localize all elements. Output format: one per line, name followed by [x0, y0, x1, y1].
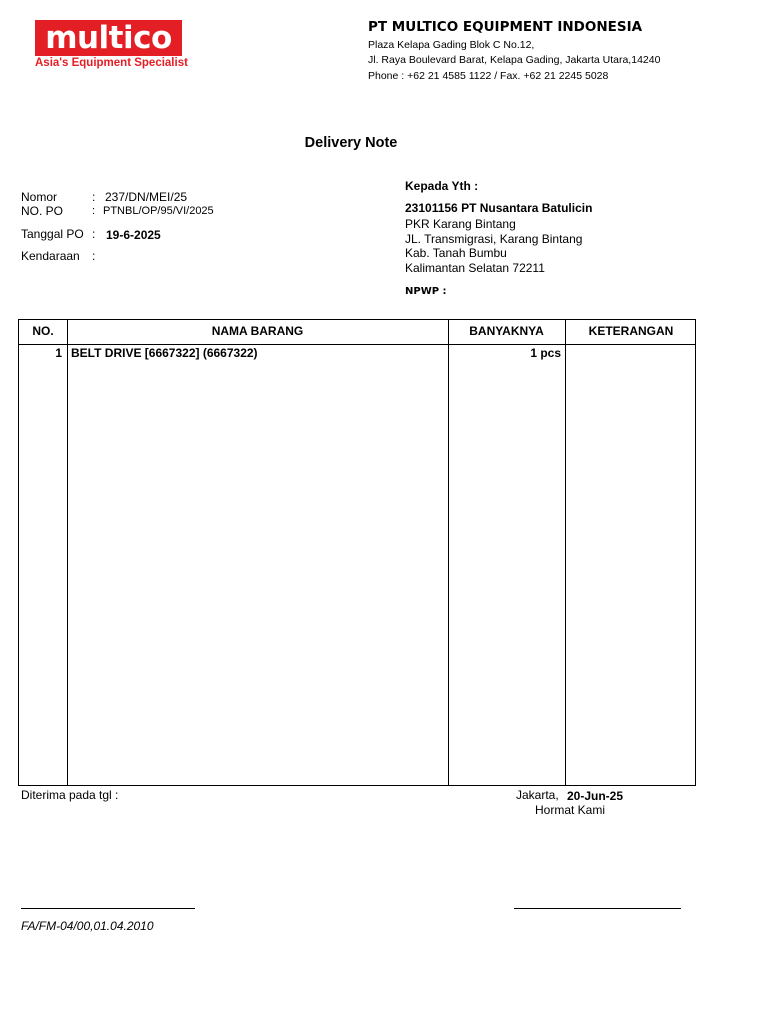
tanggal-po-label: Tanggal PO	[21, 227, 84, 241]
place-label: Jakarta,	[516, 788, 559, 802]
sender-signature-line	[514, 908, 681, 909]
npwp-label: NPWP :	[405, 286, 447, 297]
document-title: Delivery Note	[304, 135, 398, 151]
form-code: FA/FM-04/00,01.04.2010	[21, 919, 154, 933]
received-label: Diterima pada tgl :	[21, 788, 119, 802]
po-colon: :	[92, 205, 96, 217]
company-address-line-1: Plaza Kelapa Gading Blok C No.12,	[368, 39, 535, 51]
row-item: BELT DRIVE [6667322] (6667322)	[71, 346, 258, 360]
receiver-signature-line	[21, 908, 195, 909]
column-divider	[565, 320, 566, 785]
tanggal-po-colon: :	[92, 227, 96, 241]
header-qty: BANYAKNYA	[469, 324, 544, 338]
recipient-line-1: PKR Karang Bintang	[405, 217, 516, 231]
recipient-heading: Kepada Yth :	[405, 179, 479, 193]
recipient-name: 23101156 PT Nusantara Batulicin	[405, 201, 593, 215]
po-value: PTNBL/OP/95/VI/2025	[103, 205, 214, 217]
row-qty: 1 pcs	[530, 346, 561, 360]
recipient-line-2: JL. Transmigrasi, Karang Bintang	[405, 232, 583, 246]
nomor-label: Nomor	[21, 190, 58, 204]
tanggal-po-value: 19-6-2025	[106, 228, 161, 242]
column-divider	[448, 320, 449, 785]
po-label: NO. PO	[21, 204, 64, 218]
regards-text: Hormat Kami	[535, 803, 606, 817]
sign-date: 20-Jun-25	[567, 789, 624, 803]
kendaraan-label: Kendaraan	[21, 249, 80, 263]
recipient-line-4: Kalimantan Selatan 72211	[405, 261, 545, 275]
header-no: NO.	[32, 324, 54, 338]
logo-brand-text: multico	[45, 19, 172, 56]
items-table	[18, 319, 696, 786]
company-name: PT MULTICO EQUIPMENT INDONESIA	[368, 19, 643, 35]
nomor-colon: :	[92, 190, 96, 204]
header-remark: KETERANGAN	[588, 324, 674, 338]
company-logo	[35, 20, 182, 56]
company-phone: Phone : +62 21 4585 1122 / Fax. +62 21 2245 5028	[368, 70, 609, 82]
recipient-line-3: Kab. Tanah Bumbu	[405, 246, 507, 260]
company-address-line-2: Jl. Raya Boulevard Barat, Kelapa Gading, Jakarta Utara,14240	[368, 54, 661, 66]
header-divider	[19, 344, 695, 345]
header-item: NAMA BARANG	[211, 324, 304, 338]
kendaraan-colon: :	[92, 249, 96, 263]
column-divider	[67, 320, 68, 785]
row-no: 1	[55, 346, 62, 360]
nomor-value: 237/DN/MEI/25	[105, 190, 188, 204]
logo-tagline: Asia's Equipment Specialist	[35, 57, 188, 69]
